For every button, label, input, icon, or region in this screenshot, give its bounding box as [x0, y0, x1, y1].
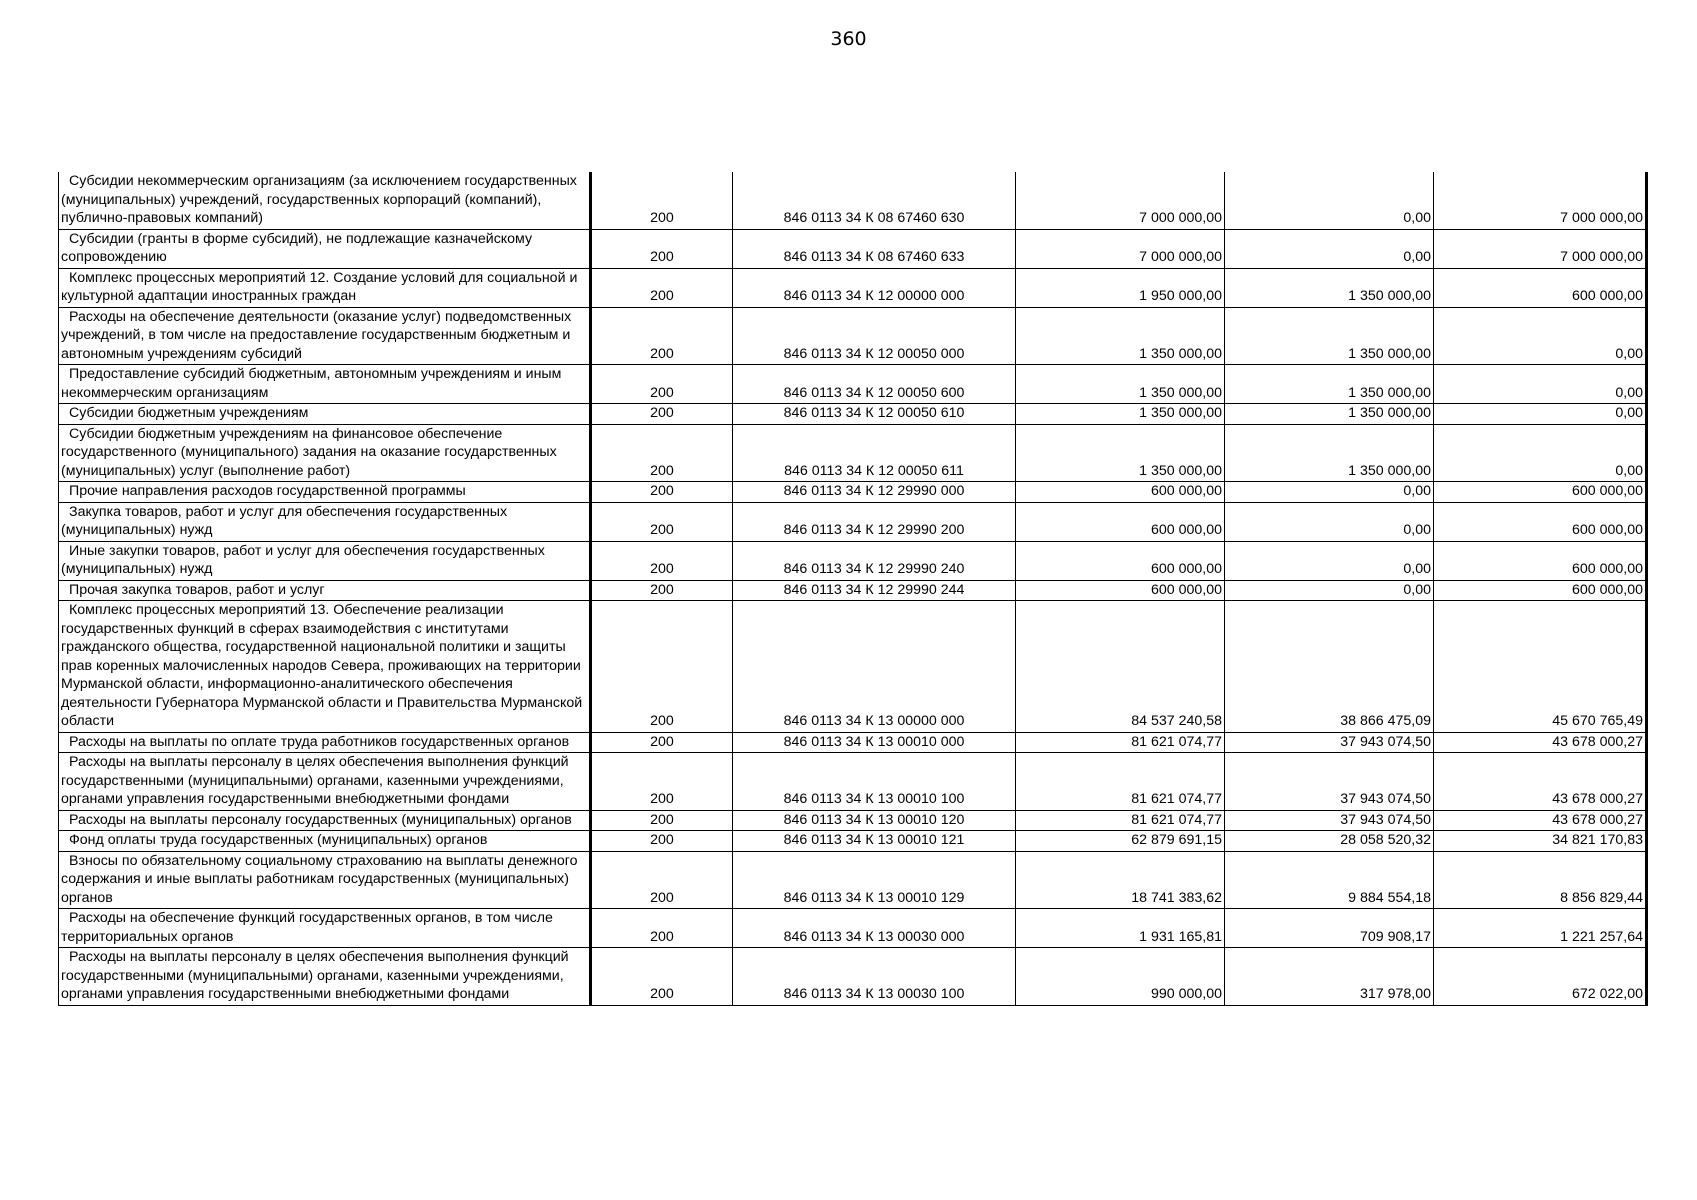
row-name-text: Расходы на обеспечение деятельности (оказание услуг) подведомственных учреждений, в том числе на предоставление государственным бюджетным и автономным учреждениям субсидий — [61, 308, 572, 362]
table-row — [59, 229, 1647, 268]
row-executed-cell: 1 350 000,00 — [1225, 307, 1434, 365]
row-name-text: Субсидии некоммерческим организациям (за исключением государственных (муниципальных) учреждений, государственных корпораций (компаний), публично-правовых компаний) — [61, 173, 577, 226]
row-executed-cell: 0,00 — [1225, 502, 1434, 541]
row-executed-cell: 0,00 — [1225, 482, 1434, 503]
row-approved-cell: 18 741 383,62 — [1016, 851, 1225, 909]
row-remaining-cell: 0,00 — [1434, 365, 1647, 404]
row-executed-cell: 317 978,00 — [1225, 948, 1434, 1006]
row-remaining-cell: 0,00 — [1434, 307, 1647, 365]
row-classification-cell: 846 0113 34 К 12 00050 610 — [733, 404, 1016, 425]
row-classification-cell: 846 0113 34 К 13 00010 129 — [733, 851, 1016, 909]
row-classification-cell: 846 0113 34 К 08 67460 630 — [733, 172, 1016, 229]
row-executed-cell: 0,00 — [1225, 580, 1434, 601]
row-code-cell: 200 — [591, 172, 733, 229]
table-row — [59, 732, 1647, 753]
row-approved-cell: 1 350 000,00 — [1016, 365, 1225, 404]
table-row — [59, 424, 1647, 482]
row-name-text: Расходы на выплаты персоналу в целях обеспечения выполнения функций государственными (муниципальными) органами, казенными учреждениями, органами управления государственными внебюджетными фондами — [61, 949, 569, 1002]
row-code-cell: 200 — [591, 831, 733, 852]
row-remaining-cell: 0,00 — [1434, 424, 1647, 482]
row-remaining-cell: 45 670 765,49 — [1434, 601, 1647, 733]
row-code-cell: 200 — [591, 580, 733, 601]
row-name-cell — [59, 307, 591, 365]
row-approved-cell: 62 879 691,15 — [1016, 831, 1225, 852]
row-code-cell: 200 — [591, 948, 733, 1006]
row-name-text: Прочая закупка товаров, работ и услуг — [69, 581, 325, 598]
row-code-cell: 200 — [591, 424, 733, 482]
row-classification-cell: 846 0113 34 К 12 00050 000 — [733, 307, 1016, 365]
row-name-cell — [59, 909, 591, 948]
row-approved-cell: 600 000,00 — [1016, 482, 1225, 503]
row-classification-cell: 846 0113 34 К 12 29990 240 — [733, 541, 1016, 580]
row-name-text: Субсидии бюджетным учреждениям на финансовое обеспечение государственного (муниципального) задания на оказание государственных (муниципальных) услуг (выполнение работ) — [61, 425, 557, 479]
table-body — [59, 172, 1647, 1005]
row-code-cell: 200 — [591, 753, 733, 811]
row-executed-cell: 1 350 000,00 — [1225, 404, 1434, 425]
row-remaining-cell: 600 000,00 — [1434, 482, 1647, 503]
row-executed-cell: 1 350 000,00 — [1225, 424, 1434, 482]
row-name-cell — [59, 831, 591, 852]
row-classification-cell: 846 0113 34 К 12 29990 000 — [733, 482, 1016, 503]
row-name-cell — [59, 365, 591, 404]
page-number: 360 — [830, 28, 867, 50]
row-classification-cell: 846 0113 34 К 13 00000 000 — [733, 601, 1016, 733]
row-remaining-cell: 1 221 257,64 — [1434, 909, 1647, 948]
row-remaining-cell: 43 678 000,27 — [1434, 810, 1647, 831]
row-executed-cell: 1 350 000,00 — [1225, 365, 1434, 404]
row-name-cell — [59, 948, 591, 1006]
row-code-cell: 200 — [591, 810, 733, 831]
row-classification-cell: 846 0113 34 К 13 00010 121 — [733, 831, 1016, 852]
row-name-cell — [59, 601, 591, 733]
row-remaining-cell: 43 678 000,27 — [1434, 753, 1647, 811]
row-name-cell — [59, 810, 591, 831]
row-name-cell — [59, 229, 591, 268]
table-row — [59, 307, 1647, 365]
row-name-text: Фонд оплаты труда государственных (муниципальных) органов — [69, 832, 488, 848]
row-remaining-cell: 600 000,00 — [1434, 580, 1647, 601]
row-approved-cell: 600 000,00 — [1016, 502, 1225, 541]
row-executed-cell: 37 943 074,50 — [1225, 732, 1434, 753]
row-executed-cell: 709 908,17 — [1225, 909, 1434, 948]
row-approved-cell: 81 621 074,77 — [1016, 810, 1225, 831]
row-remaining-cell: 7 000 000,00 — [1434, 229, 1647, 268]
row-name-text: Субсидии (гранты в форме субсидий), не подлежащие казначейскому сопровождению — [61, 230, 533, 265]
row-code-cell: 200 — [591, 482, 733, 503]
row-classification-cell: 846 0113 34 К 13 00030 100 — [733, 948, 1016, 1006]
row-approved-cell: 81 621 074,77 — [1016, 732, 1225, 753]
row-name-text: Комплекс процессных мероприятий 13. Обеспечение реализации государственных функций в сферах взаимодействия с институтами гражданского общества, государственной национальной политики и защиты прав коренных малочисленных народов Севера, проживающих на территории Мурманской области, информационно-аналитического обеспечения деятельности Губернатора Мурманской области и Правительства Мурманской области — [61, 602, 583, 729]
row-name-cell — [59, 502, 591, 541]
row-code-cell: 200 — [591, 365, 733, 404]
row-name-text: Взносы по обязательному социальному страхованию на выплаты денежного содержания и иные выплаты работникам государственных (муниципальных) органов — [61, 852, 578, 906]
row-name-cell — [59, 732, 591, 753]
row-remaining-cell: 43 678 000,27 — [1434, 732, 1647, 753]
row-remaining-cell: 600 000,00 — [1434, 502, 1647, 541]
row-approved-cell: 1 350 000,00 — [1016, 307, 1225, 365]
row-executed-cell: 37 943 074,50 — [1225, 810, 1434, 831]
row-executed-cell: 1 350 000,00 — [1225, 268, 1434, 307]
budget-execution-table — [58, 172, 1648, 1006]
row-name-text: Прочие направления расходов государственной программы — [69, 483, 466, 499]
row-name-cell — [59, 851, 591, 909]
row-executed-cell: 37 943 074,50 — [1225, 753, 1434, 811]
row-executed-cell: 38 866 475,09 — [1225, 601, 1434, 733]
row-classification-cell: 846 0113 34 К 12 29990 244 — [733, 580, 1016, 601]
table-row — [59, 831, 1647, 852]
table-row — [59, 365, 1647, 404]
row-approved-cell: 1 950 000,00 — [1016, 268, 1225, 307]
row-name-text: Расходы на выплаты персоналу государственных (муниципальных) органов — [69, 811, 572, 828]
row-approved-cell: 1 350 000,00 — [1016, 404, 1225, 425]
row-executed-cell: 9 884 554,18 — [1225, 851, 1434, 909]
row-name-cell — [59, 268, 591, 307]
row-remaining-cell: 8 856 829,44 — [1434, 851, 1647, 909]
row-classification-cell: 846 0113 34 К 13 00010 100 — [733, 753, 1016, 811]
row-name-cell — [59, 404, 591, 425]
row-classification-cell: 846 0113 34 К 13 00030 000 — [733, 909, 1016, 948]
row-remaining-cell: 0,00 — [1434, 404, 1647, 425]
row-name-text: Комплекс процессных мероприятий 12. Создание условий для социальной и культурной адаптации иностранных граждан — [61, 269, 578, 304]
row-executed-cell: 28 058 520,32 — [1225, 831, 1434, 852]
table-row — [59, 502, 1647, 541]
row-code-cell: 200 — [591, 268, 733, 307]
row-code-cell: 200 — [591, 229, 733, 268]
row-approved-cell: 600 000,00 — [1016, 580, 1225, 601]
row-remaining-cell: 672 022,00 — [1434, 948, 1647, 1006]
row-name-cell — [59, 753, 591, 811]
table-row — [59, 810, 1647, 831]
row-executed-cell: 0,00 — [1225, 229, 1434, 268]
row-approved-cell: 7 000 000,00 — [1016, 229, 1225, 268]
table-row — [59, 404, 1647, 425]
row-remaining-cell: 7 000 000,00 — [1434, 172, 1647, 229]
table-row — [59, 268, 1647, 307]
row-name-text: Субсидии бюджетным учреждениям — [69, 405, 309, 421]
row-name-cell — [59, 482, 591, 503]
row-executed-cell: 0,00 — [1225, 172, 1434, 229]
row-remaining-cell: 600 000,00 — [1434, 268, 1647, 307]
row-approved-cell: 84 537 240,58 — [1016, 601, 1225, 733]
table-row — [59, 541, 1647, 580]
row-approved-cell: 81 621 074,77 — [1016, 753, 1225, 811]
table-row — [59, 948, 1647, 1006]
row-classification-cell: 846 0113 34 К 12 00000 000 — [733, 268, 1016, 307]
row-classification-cell: 846 0113 34 К 12 00050 600 — [733, 365, 1016, 404]
row-classification-cell: 846 0113 34 К 08 67460 633 — [733, 229, 1016, 268]
row-classification-cell: 846 0113 34 К 12 00050 611 — [733, 424, 1016, 482]
row-name-text: Расходы на выплаты по оплате труда работников государственных органов — [69, 733, 570, 750]
table-row — [59, 753, 1647, 811]
row-classification-cell: 846 0113 34 К 13 00010 120 — [733, 810, 1016, 831]
row-code-cell: 200 — [591, 909, 733, 948]
row-name-cell — [59, 424, 591, 482]
row-classification-cell: 846 0113 34 К 13 00010 000 — [733, 732, 1016, 753]
table-row — [59, 601, 1647, 733]
row-name-text: Иные закупки товаров, работ и услуг для обеспечения государственных (муниципальных) нужд — [61, 542, 545, 577]
row-approved-cell: 1 350 000,00 — [1016, 424, 1225, 482]
row-name-text: Закупка товаров, работ и услуг для обеспечения государственных (муниципальных) нужд — [61, 503, 508, 538]
row-code-cell: 200 — [591, 601, 733, 733]
table-row — [59, 909, 1647, 948]
row-name-cell — [59, 580, 591, 601]
row-code-cell: 200 — [591, 502, 733, 541]
row-code-cell: 200 — [591, 541, 733, 580]
row-code-cell: 200 — [591, 307, 733, 365]
row-code-cell: 200 — [591, 404, 733, 425]
row-code-cell: 200 — [591, 732, 733, 753]
table-row — [59, 482, 1647, 503]
row-name-text: Предоставление субсидий бюджетным, автономным учреждениям и иным некоммерческим организациям — [61, 366, 562, 401]
row-remaining-cell: 600 000,00 — [1434, 541, 1647, 580]
row-code-cell: 200 — [591, 851, 733, 909]
row-executed-cell: 0,00 — [1225, 541, 1434, 580]
row-name-text: Расходы на выплаты персоналу в целях обеспечения выполнения функций государственными (муниципальными) органами, казенными учреждениями, органами управления государственными внебюджетными фондами — [61, 754, 569, 807]
row-name-text: Расходы на обеспечение функций государственных органов, в том числе территориальных органов — [61, 910, 553, 945]
row-approved-cell: 1 931 165,81 — [1016, 909, 1225, 948]
row-name-cell — [59, 172, 591, 229]
row-classification-cell: 846 0113 34 К 12 29990 200 — [733, 502, 1016, 541]
row-name-cell — [59, 541, 591, 580]
table-row — [59, 851, 1647, 909]
row-approved-cell: 990 000,00 — [1016, 948, 1225, 1006]
row-approved-cell: 600 000,00 — [1016, 541, 1225, 580]
row-remaining-cell: 34 821 170,83 — [1434, 831, 1647, 852]
row-approved-cell: 7 000 000,00 — [1016, 172, 1225, 229]
table-row — [59, 580, 1647, 601]
table-row — [59, 172, 1647, 229]
